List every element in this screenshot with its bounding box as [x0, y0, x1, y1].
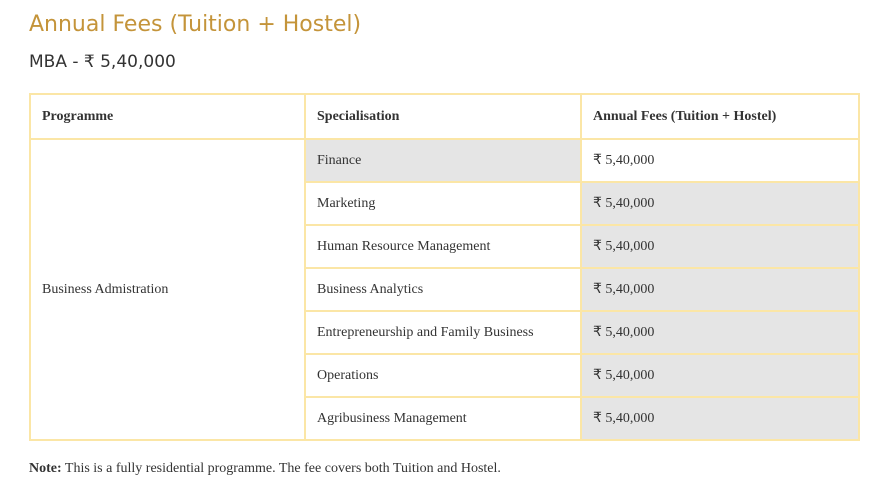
table-row — [30, 139, 859, 182]
fee-cell: ₹ 5,40,000 — [581, 225, 859, 268]
specialisation-cell: Marketing — [305, 182, 581, 225]
fee-cell: ₹ 5,40,000 — [581, 397, 859, 440]
fee-cell: ₹ 5,40,000 — [581, 354, 859, 397]
note-text: This is a fully residential programme. The fee covers both Tuition and Hostel. — [61, 461, 501, 476]
specialisation-cell: Operations — [305, 354, 581, 397]
specialisation-cell: Human Resource Management — [305, 225, 581, 268]
column-header-programme: Programme — [30, 94, 305, 139]
note-label: Note: — [29, 461, 62, 476]
column-header-specialisation: Specialisation — [305, 94, 581, 139]
programme-cell: Business Admistration — [30, 139, 305, 440]
fee-table — [29, 93, 860, 441]
fee-cell: ₹ 5,40,000 — [581, 139, 859, 182]
specialisation-cell: Finance — [305, 139, 581, 182]
column-header-annual-fees: Annual Fees (Tuition + Hostel) — [581, 94, 859, 139]
fee-cell: ₹ 5,40,000 — [581, 311, 859, 354]
fee-cell: ₹ 5,40,000 — [581, 182, 859, 225]
fee-cell: ₹ 5,40,000 — [581, 268, 859, 311]
page-subtitle: MBA - ₹ 5,40,000 — [29, 52, 176, 72]
specialisation-cell: Entrepreneurship and Family Business — [305, 311, 581, 354]
specialisation-cell: Agribusiness Management — [305, 397, 581, 440]
specialisation-cell: Business Analytics — [305, 268, 581, 311]
note — [29, 459, 501, 479]
table-header-row — [30, 94, 859, 139]
page-title: Annual Fees (Tuition + Hostel) — [29, 12, 362, 37]
